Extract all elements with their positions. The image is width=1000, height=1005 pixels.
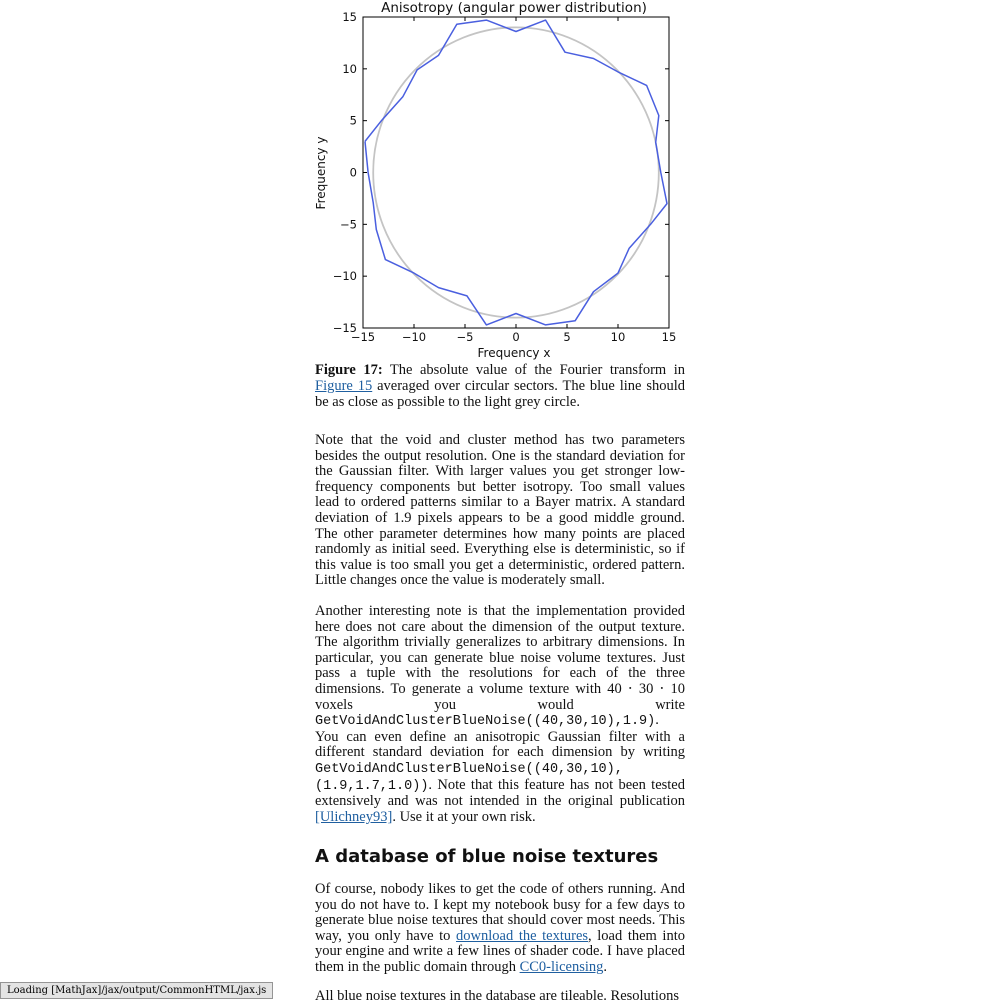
p2-text-4: . Note that this feature has not been tested extensively and was not intended in the original publication — [315, 776, 685, 810]
section-heading: A database of blue noise textures — [315, 846, 659, 867]
x-tick-label: 0 — [512, 330, 520, 344]
paragraph-parameters: Note that the void and cluster method has two parameters besides the output resolution. One is the standard deviation for the Gaussian filter. With larger values you get stronger low-frequency components but better isotropy. Too small values lead to ordered patterns similar to a Bayer matrix. A standard deviation of 1.9 pixels appears to be a good middle ground. The other parameter determines how many points are placed randomly as initial seed. Everything else is deterministic, so if this value is too small you get a deterministic, ordered pattern. Little changes once the value is moderately small. — [315, 432, 685, 589]
p2-text-3: . You can even define an anisotropic Gaussian filter with a different standard deviation for each dimension by writing — [315, 712, 685, 761]
x-tick-label: −5 — [456, 330, 474, 344]
paragraph-tileable: All blue noise textures in the database are tileable. Resolutions — [315, 988, 680, 1004]
math-expression: 40 ⋅ 30 ⋅ 10 — [607, 680, 685, 697]
figure-15-link[interactable]: Figure 15 — [315, 378, 373, 394]
paragraph-dimensions — [315, 604, 685, 825]
y-tick-label: 15 — [342, 10, 357, 24]
caption-text: The absolute value of the Fourier transform in — [382, 362, 685, 378]
p2-text-2: voxels you would write — [315, 696, 685, 713]
mathjax-status-bar: Loading [MathJax]/jax/output/CommonHTML/jax.js — [0, 982, 273, 999]
download-textures-link[interactable]: download the textures — [456, 927, 589, 944]
p3-text-2: , load them into your engine and write a few lines of shader code. I have placed them in the public domain through — [315, 927, 685, 975]
y-tick-label: 5 — [349, 113, 357, 128]
chart-title: Anisotropy (angular power distribution) — [381, 0, 647, 16]
x-tick-label: 5 — [563, 330, 571, 344]
x-tick-label: 15 — [661, 330, 677, 344]
figure-label: Figure 17: — [315, 362, 383, 378]
y-axis-label: Frequency y — [314, 136, 328, 210]
chart-svg — [300, 0, 700, 362]
y-tick-label: 10 — [342, 61, 357, 76]
cc0-licensing-link[interactable]: CC0-licensing — [519, 958, 604, 975]
paragraph-database — [315, 882, 685, 976]
series-line-0 — [365, 20, 667, 325]
p3-text-1: Of course, nobody likes to get the code of others running. And you do not have to. I kept my notebook busy for a few days to generate blue noise textures that should cover most needs. This way, you only have to — [315, 881, 685, 944]
plot-frame — [363, 17, 669, 328]
p2-text-1: Another interesting note is that the implementation provided here does not care about the dimension of the output texture. The algorithm trivially generalizes to arbitrary dimensions. In particular, you can generate blue noise volume textures. Just pass a tuple with the resolutions for each of the three dimensions. To generate a volume texture with — [315, 603, 685, 697]
y-tick-label: 0 — [349, 165, 357, 180]
code-call-isotropic: GetVoidAndClusterBlueNoise((40,30,10),1.9) — [315, 714, 656, 730]
y-tick-label: −5 — [340, 217, 357, 232]
p3-text-3: . — [603, 958, 607, 975]
anisotropy-chart — [300, 0, 700, 362]
y-tick-label: −10 — [332, 269, 357, 284]
x-tick-label: −15 — [350, 330, 376, 344]
code-call-anisotropic: GetVoidAndClusterBlueNoise((40,30,10),(1.9,1.7,1.0)) — [315, 761, 623, 794]
ulichney93-link[interactable]: [Ulichney93] — [315, 808, 393, 825]
caption-text-end: averaged over circular sectors. The blue line should be as close as possible to the light grey circle. — [315, 378, 685, 410]
x-tick-label: −10 — [401, 330, 427, 344]
x-tick-label: 10 — [610, 330, 626, 344]
figure-caption — [315, 362, 685, 410]
x-axis-label: Frequency x — [477, 346, 551, 360]
y-tick-label: −15 — [332, 321, 357, 335]
p2-text-5: . Use it at your own risk. — [392, 808, 536, 825]
